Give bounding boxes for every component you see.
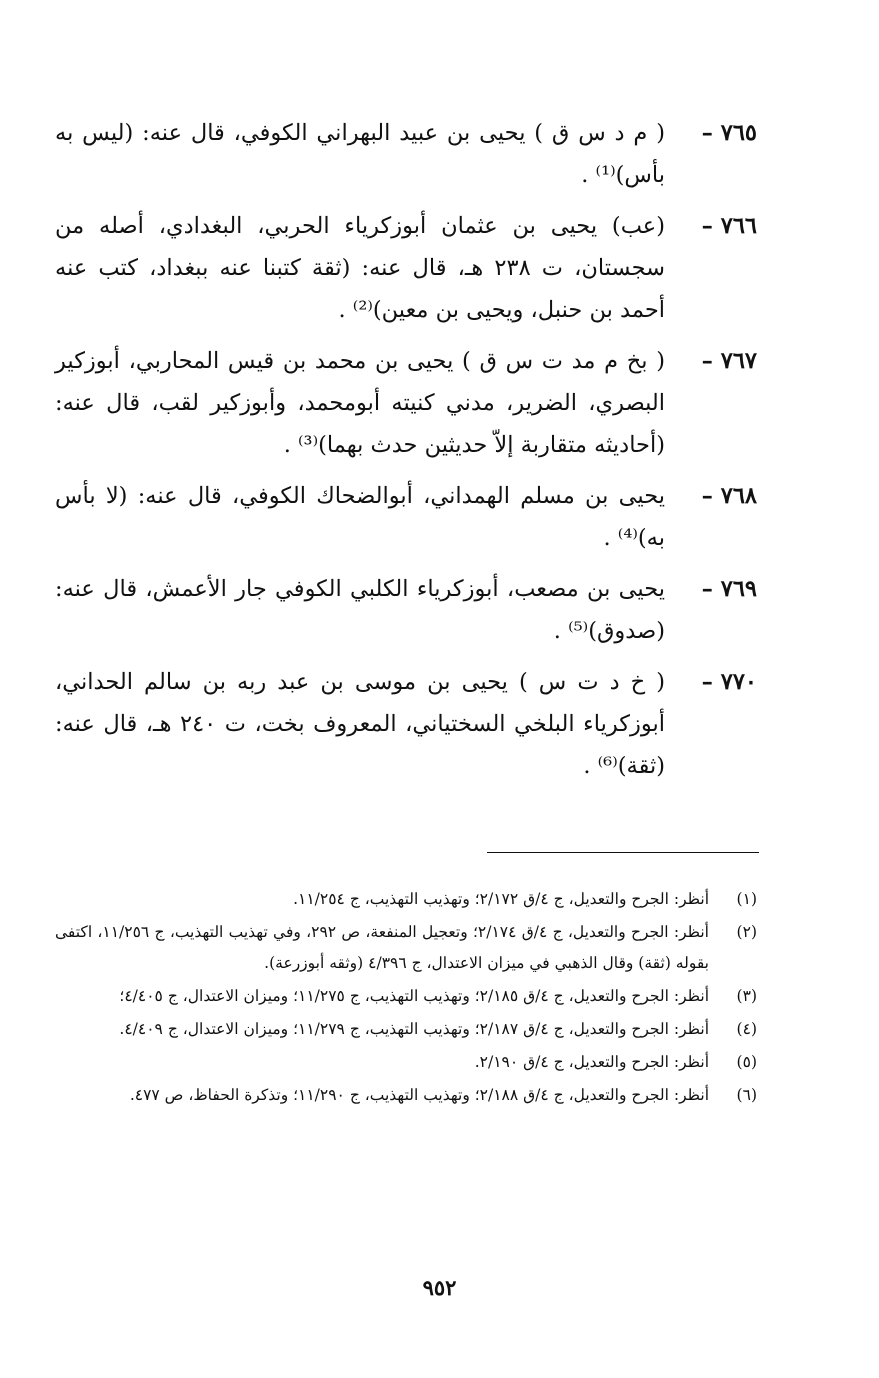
footnote — [55, 884, 757, 915]
entry-text: ( م د س ق ) يحيى بن عبيد البهراني الكوفي، قال عنه: (ليس به بأس)⁽¹⁾ . — [55, 120, 665, 188]
footnote-text: أنظر: الجرح والتعديل، ج ٤/ق ٢/١٧٢؛ وتهذيب التهذيب، ج ١١/٢٥٤. — [293, 890, 709, 908]
entry — [55, 340, 757, 466]
entry-text: يحيى بن مسلم الهمداني، أبوالضحاك الكوفي، قال عنه: (لا بأس به)⁽⁴⁾ . — [55, 483, 665, 551]
footnote — [55, 1080, 757, 1111]
footnote-text: أنظر: الجرح والتعديل، ج ٤/ق ٢/١٧٤؛ وتعجيل المنفعة، ص ٢٩٢، وفي تهذيب التهذيب، ج ١١/٢٥٦، اكتفى بقوله (ثقة) وقال الذهبي في ميزان الاعتدال، ج ٤/٣٩٦ (وثقه أبوزرعة). — [55, 923, 709, 972]
footnote-number: (٦) — [736, 1086, 757, 1104]
entry — [55, 661, 757, 787]
entry — [55, 568, 757, 652]
footnote — [55, 1047, 757, 1078]
footnote-number: (٣) — [736, 987, 757, 1005]
footnote — [55, 1014, 757, 1045]
entry-number: ٧٦٨ – — [701, 483, 757, 509]
footnote-number: (١) — [736, 890, 757, 908]
footnote — [55, 917, 757, 979]
footnote-number: (٥) — [736, 1053, 757, 1071]
entry — [55, 205, 757, 331]
entry-text: ( بخ م مد ت س ق ) يحيى بن محمد بن قيس المحاربي، أبوزكير البصري، الضرير، مدني كنيته أبومحمد، وأبوزكير لقب، قال عنه: (أحاديثه متقاربة إلاّ حديثين حدث بهما)⁽³⁾ . — [55, 348, 665, 458]
footnote-divider — [487, 852, 759, 853]
footnote-number: (٢) — [736, 923, 757, 941]
footnote-text: أنظر: الجرح والتعديل، ج ٤/ق ٢/١٨٥؛ وتهذيب التهذيب، ج ١١/٢٧٥؛ وميزان الاعتدال، ج ٤/٤٠٥؛ — [119, 987, 709, 1005]
entry-text: يحيى بن مصعب، أبوزكرياء الكلبي الكوفي جار الأعمش، قال عنه: (صدوق)⁽⁵⁾ . — [55, 576, 665, 644]
footnote-number: (٤) — [736, 1020, 757, 1038]
footnotes-list — [55, 884, 757, 1113]
footnote-text: أنظر: الجرح والتعديل، ج ٤/ق ٢/١٨٨؛ وتهذيب التهذيب، ج ١١/٢٩٠؛ وتذكرة الحفاظ، ص ٤٧٧. — [129, 1086, 709, 1104]
page-number: ٩٥٢ — [422, 1275, 457, 1300]
entry-text: ( خ د ت س ) يحيى بن موسى بن عبد ربه بن سالم الحداني، أبوزكرياء البلخي السختياني، المعروف بخت، ت ٢٤٠ هـ، قال عنه: (ثقة)⁽⁶⁾ . — [55, 669, 665, 779]
entry-text: (عب) يحيى بن عثمان أبوزكرياء الحربي، البغدادي، أصله من سجستان، ت ٢٣٨ هـ، قال عنه: (ثقة كتبنا عنه ببغداد، كتب عنه أحمد بن حنبل، ويحيى بن معين)⁽²⁾ . — [55, 213, 665, 323]
entry-number: ٧٧٠ – — [701, 669, 757, 695]
footnote — [55, 981, 757, 1012]
entry — [55, 112, 757, 196]
footnote-text: أنظر: الجرح والتعديل، ج ٤/ق ٢/١٨٧؛ وتهذيب التهذيب، ج ١١/٢٧٩؛ وميزان الاعتدال، ج ٤/٤٠٩. — [119, 1020, 709, 1038]
entry-number: ٧٦٦ – — [701, 213, 757, 239]
footnote-text: أنظر: الجرح والتعديل، ج ٤/ق ٢/١٩٠. — [474, 1053, 709, 1071]
entry-number: ٧٦٧ – — [701, 348, 757, 374]
entries-list — [55, 112, 757, 796]
entry-number: ٧٦٩ – — [701, 576, 757, 602]
entry-number: ٧٦٥ – — [701, 120, 757, 146]
entry — [55, 475, 757, 559]
